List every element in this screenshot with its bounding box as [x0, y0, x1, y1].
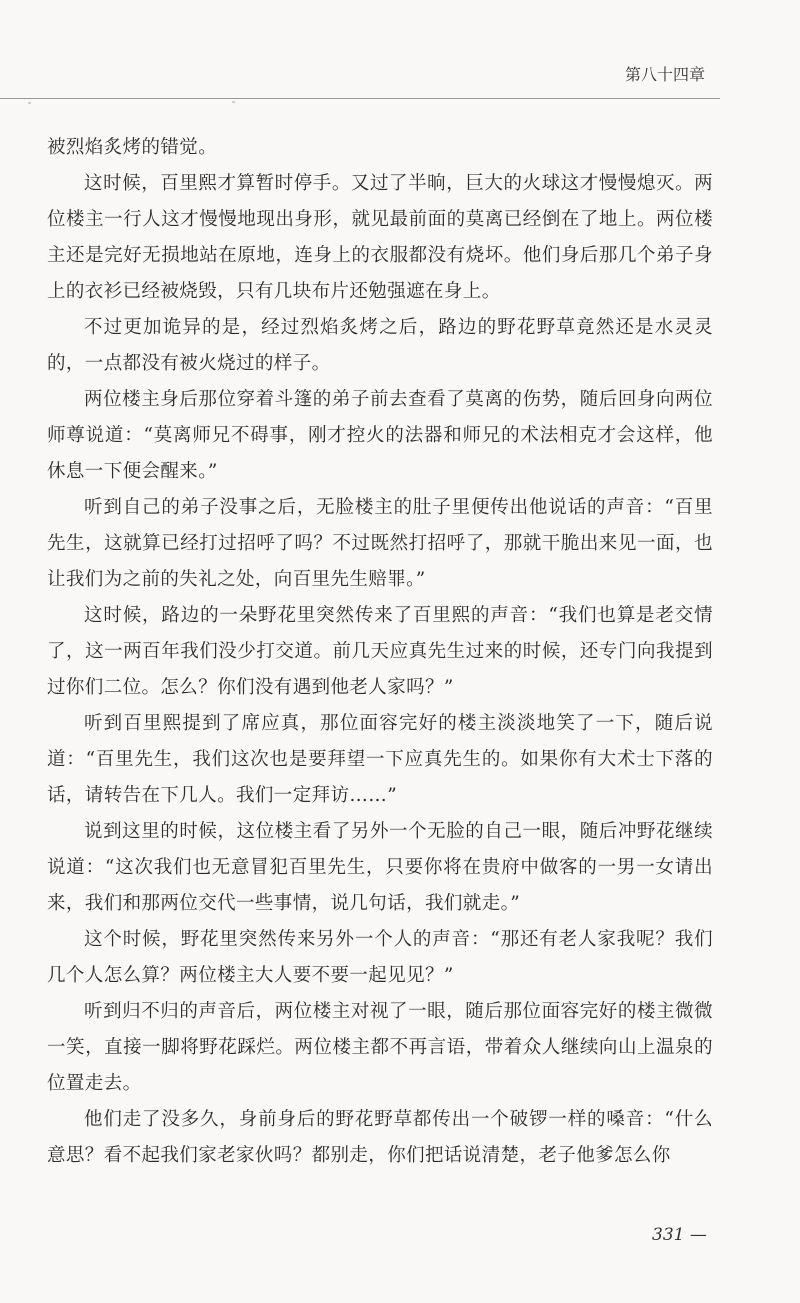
header-rule	[0, 98, 720, 99]
scan-speck	[28, 102, 31, 104]
scan-speck	[232, 101, 235, 103]
page-number: 331 —	[652, 1225, 707, 1245]
chapter-header: 第八十四章	[625, 65, 706, 84]
paragraph: 说到这里的时候，这位楼主看了另外一个无脸的自己一眼，随后冲野花继续说道：“这次我们也无意冒犯百里先生，只要你将在贵府中做客的一男一女请出来，我们和那两位交代一些事情，说几句话，我们就走。”	[47, 821, 713, 914]
paragraph: 这时候，百里熙才算暂时停手。又过了半晌，巨大的火球这才慢慢熄灭。两位楼主一行人这才慢慢地现出身形，就见最前面的莫离已经倒在了地上。两位楼主还是完好无损地站在原地，连身上的衣服都没有烧坏。他们身后那几个弟子身上的衣衫已经被烧毁，只有几块布片还勉强遮在身上。	[47, 173, 713, 302]
paragraph: 这时候，路边的一朵野花里突然传来了百里熙的声音：“我们也算是老交情了，这一两百年我们没少打交道。前几天应真先生过来的时候，还专门向我提到过你们二位。怎么？你们没有遇到他老人家吗？”	[47, 605, 713, 698]
paragraph: 被烈焰炙烤的错觉。	[47, 137, 218, 158]
paragraph: 听到自己的弟子没事之后，无脸楼主的肚子里便传出他说话的声音：“百里先生，这就算已经打过招呼了吗？不过既然打招呼了，那就干脆出来见一面，也让我们为之前的失礼之处，向百里先生赔罪。”	[47, 497, 713, 590]
body-text	[47, 130, 713, 1174]
paragraph: 听到百里熙提到了席应真，那位面容完好的楼主淡淡地笑了一下，随后说道：“百里先生，我们这次也是要拜望一下应真先生的。如果你有大术士下落的话，请转告在下几人。我们一定拜访……”	[47, 713, 713, 806]
paragraph: 他们走了没多久，身前身后的野花野草都传出一个破锣一样的嗓音：“什么意思？看不起我们家老家伙吗？都别走，你们把话说清楚，老子他爹怎么你	[47, 1109, 713, 1166]
paragraph: 两位楼主身后那位穿着斗篷的弟子前去查看了莫离的伤势，随后回身向两位师尊说道：“莫离师兄不碍事，刚才控火的法器和师兄的术法相克才会这样，他休息一下便会醒来。”	[47, 389, 713, 482]
paragraph: 这个时候，野花里突然传来另外一个人的声音：“那还有老人家我呢？我们几个人怎么算？两位楼主大人要不要一起见见？”	[47, 929, 713, 986]
paragraph: 不过更加诡异的是，经过烈焰炙烤之后，路边的野花野草竟然还是水灵灵的，一点都没有被火烧过的样子。	[47, 317, 713, 374]
paragraph: 听到归不归的声音后，两位楼主对视了一眼，随后那位面容完好的楼主微微一笑，直接一脚将野花踩烂。两位楼主都不再言语，带着众人继续向山上温泉的位置走去。	[47, 1001, 713, 1094]
